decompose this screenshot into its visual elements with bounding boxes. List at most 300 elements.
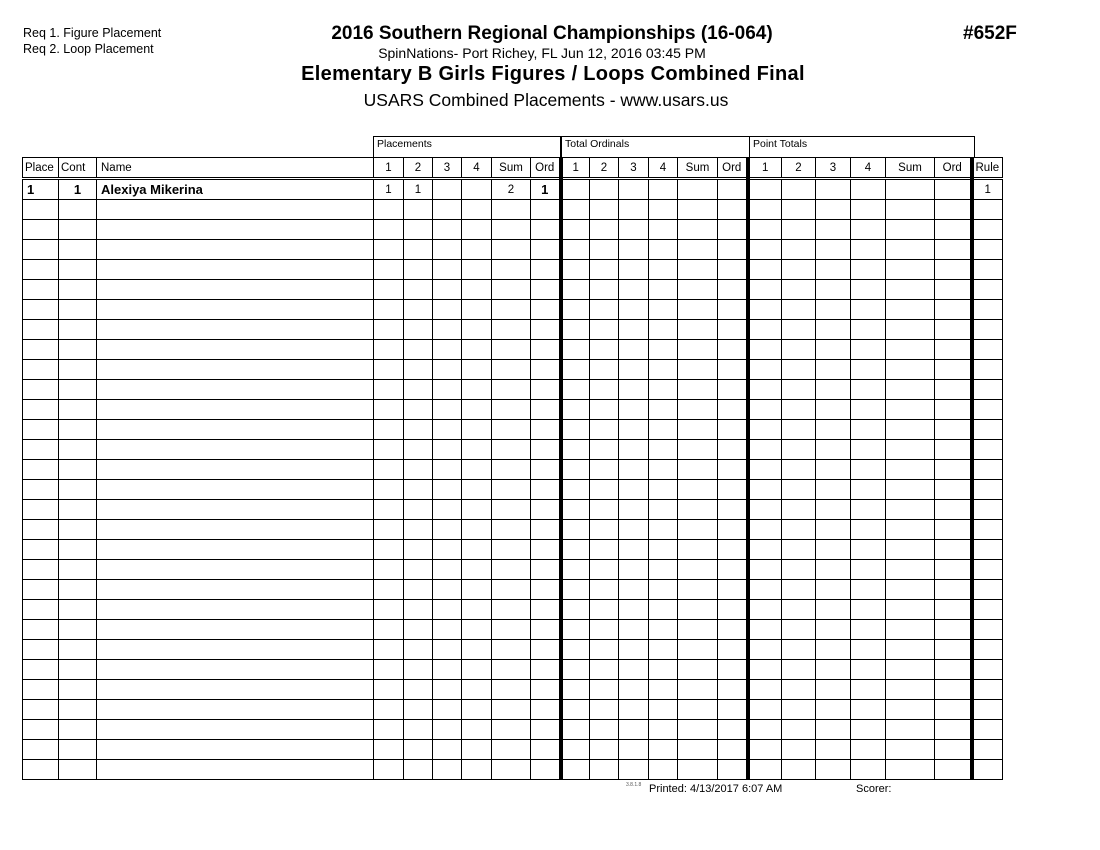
empty-cell xyxy=(886,220,935,240)
empty-cell xyxy=(97,680,374,700)
empty-cell xyxy=(782,520,816,540)
empty-cell xyxy=(404,640,433,660)
empty-cell xyxy=(718,620,748,640)
empty-cell xyxy=(59,340,97,360)
empty-cell xyxy=(590,540,619,560)
empty-cell xyxy=(748,220,782,240)
empty-cell xyxy=(374,260,404,280)
table-row-empty xyxy=(23,240,1003,260)
empty-cell xyxy=(678,360,718,380)
col-placement-2: 2 xyxy=(404,158,433,179)
empty-cell xyxy=(886,620,935,640)
table-row-empty xyxy=(23,300,1003,320)
empty-cell xyxy=(374,600,404,620)
empty-cell xyxy=(404,220,433,240)
empty-cell xyxy=(678,240,718,260)
empty-cell xyxy=(23,200,59,220)
empty-cell xyxy=(433,700,462,720)
empty-cell xyxy=(462,480,492,500)
empty-cell xyxy=(23,320,59,340)
report-subtitle: USARS Combined Placements - www.usars.us xyxy=(363,90,729,110)
empty-cell xyxy=(619,360,649,380)
empty-cell xyxy=(816,300,851,320)
empty-cell xyxy=(851,700,886,720)
empty-cell xyxy=(782,700,816,720)
printed-timestamp: Printed: 4/13/2017 6:07 AM xyxy=(649,783,783,795)
empty-cell xyxy=(748,620,782,640)
empty-cell xyxy=(886,440,935,460)
empty-cell xyxy=(97,320,374,340)
empty-cell xyxy=(59,720,97,740)
empty-cell xyxy=(748,200,782,220)
empty-cell xyxy=(433,420,462,440)
empty-cell xyxy=(649,240,678,260)
empty-cell xyxy=(531,500,561,520)
empty-cell xyxy=(433,240,462,260)
empty-cell xyxy=(886,640,935,660)
empty-cell xyxy=(561,400,590,420)
col-ordinal-1: 1 xyxy=(561,158,590,179)
empty-cell xyxy=(718,380,748,400)
empty-cell xyxy=(718,580,748,600)
col-points-ord: Ord xyxy=(935,158,972,179)
empty-cell xyxy=(649,200,678,220)
empty-cell xyxy=(782,560,816,580)
empty-cell xyxy=(492,500,531,520)
empty-cell xyxy=(935,540,972,560)
empty-cell xyxy=(492,740,531,760)
empty-cell xyxy=(97,460,374,480)
empty-cell xyxy=(404,480,433,500)
empty-cell xyxy=(404,280,433,300)
empty-cell xyxy=(718,280,748,300)
empty-cell xyxy=(816,460,851,480)
empty-cell xyxy=(59,660,97,680)
empty-cell xyxy=(492,480,531,500)
empty-cell xyxy=(492,320,531,340)
empty-cell xyxy=(678,520,718,540)
empty-cell xyxy=(404,620,433,640)
empty-cell xyxy=(782,280,816,300)
empty-cell xyxy=(561,280,590,300)
empty-cell xyxy=(23,480,59,500)
empty-cell xyxy=(851,460,886,480)
empty-cell xyxy=(782,440,816,460)
empty-cell xyxy=(816,620,851,640)
empty-cell xyxy=(972,440,1003,460)
empty-cell xyxy=(433,360,462,380)
empty-cell xyxy=(851,620,886,640)
empty-cell xyxy=(462,460,492,480)
empty-cell xyxy=(935,720,972,740)
empty-cell xyxy=(972,520,1003,540)
empty-cell xyxy=(748,520,782,540)
empty-cell xyxy=(718,560,748,580)
empty-cell xyxy=(851,520,886,540)
empty-cell xyxy=(492,640,531,660)
empty-cell xyxy=(492,400,531,420)
empty-cell xyxy=(782,400,816,420)
empty-cell xyxy=(935,440,972,460)
empty-cell xyxy=(718,320,748,340)
empty-cell xyxy=(649,560,678,580)
empty-cell xyxy=(718,700,748,720)
empty-cell xyxy=(816,640,851,660)
empty-cell xyxy=(619,340,649,360)
empty-cell xyxy=(935,740,972,760)
empty-cell xyxy=(748,680,782,700)
empty-cell xyxy=(972,500,1003,520)
empty-cell xyxy=(886,680,935,700)
empty-cell xyxy=(374,520,404,540)
empty-cell xyxy=(886,460,935,480)
empty-cell xyxy=(748,400,782,420)
empty-cell xyxy=(462,220,492,240)
col-placement-sum: Sum xyxy=(492,158,531,179)
empty-cell xyxy=(619,540,649,560)
empty-cell xyxy=(561,660,590,680)
column-header-row xyxy=(23,158,1003,179)
cont-cell: 1 xyxy=(59,179,97,200)
empty-cell xyxy=(492,620,531,640)
empty-cell xyxy=(972,200,1003,220)
table-row-empty xyxy=(23,340,1003,360)
empty-cell xyxy=(619,400,649,420)
empty-cell xyxy=(23,560,59,580)
empty-cell xyxy=(816,260,851,280)
empty-cell xyxy=(718,240,748,260)
empty-cell xyxy=(23,220,59,240)
ordinal-4-cell xyxy=(649,179,678,200)
col-ordinal-2: 2 xyxy=(590,158,619,179)
empty-cell xyxy=(462,400,492,420)
empty-cell xyxy=(97,740,374,760)
empty-cell xyxy=(851,680,886,700)
empty-cell xyxy=(972,360,1003,380)
empty-cell xyxy=(531,460,561,480)
empty-cell xyxy=(935,460,972,480)
empty-cell xyxy=(97,760,374,780)
empty-cell xyxy=(561,740,590,760)
event-number: #652F xyxy=(963,23,1017,44)
empty-cell xyxy=(718,640,748,660)
empty-cell xyxy=(462,620,492,640)
scorer-label: Scorer: xyxy=(856,783,892,795)
empty-cell xyxy=(590,720,619,740)
table-row-empty xyxy=(23,460,1003,480)
empty-cell xyxy=(748,440,782,460)
empty-cell xyxy=(404,560,433,580)
col-placement-4: 4 xyxy=(462,158,492,179)
empty-cell xyxy=(619,740,649,760)
empty-cell xyxy=(816,340,851,360)
empty-cell xyxy=(886,240,935,260)
empty-cell xyxy=(886,560,935,580)
empty-cell xyxy=(590,300,619,320)
empty-cell xyxy=(935,600,972,620)
empty-cell xyxy=(374,440,404,460)
empty-cell xyxy=(649,660,678,680)
empty-cell xyxy=(718,680,748,700)
empty-cell xyxy=(492,520,531,540)
empty-cell xyxy=(816,220,851,240)
empty-cell xyxy=(97,360,374,380)
empty-cell xyxy=(935,260,972,280)
empty-cell xyxy=(851,660,886,680)
empty-cell xyxy=(23,700,59,720)
empty-cell xyxy=(972,280,1003,300)
points-4-cell xyxy=(851,179,886,200)
empty-cell xyxy=(59,240,97,260)
empty-cell xyxy=(851,640,886,660)
empty-cell xyxy=(678,540,718,560)
empty-cell xyxy=(59,380,97,400)
table-row-empty xyxy=(23,220,1003,240)
empty-cell xyxy=(374,640,404,660)
empty-cell xyxy=(590,460,619,480)
empty-cell xyxy=(97,540,374,560)
empty-cell xyxy=(678,760,718,780)
empty-cell xyxy=(561,220,590,240)
empty-cell xyxy=(851,600,886,620)
empty-cell xyxy=(678,260,718,280)
empty-cell xyxy=(492,560,531,580)
empty-cell xyxy=(374,500,404,520)
empty-cell xyxy=(678,220,718,240)
empty-cell xyxy=(59,560,97,580)
empty-cell xyxy=(851,400,886,420)
empty-cell xyxy=(782,260,816,280)
empty-cell xyxy=(619,480,649,500)
empty-cell xyxy=(59,300,97,320)
points-sum-cell xyxy=(886,179,935,200)
points-2-cell xyxy=(782,179,816,200)
empty-cell xyxy=(492,720,531,740)
empty-cell xyxy=(748,300,782,320)
empty-cell xyxy=(59,460,97,480)
empty-cell xyxy=(649,500,678,520)
empty-cell xyxy=(935,240,972,260)
empty-cell xyxy=(649,600,678,620)
empty-cell xyxy=(404,660,433,680)
empty-cell xyxy=(433,640,462,660)
empty-cell xyxy=(433,220,462,240)
empty-cell xyxy=(561,420,590,440)
requirement-1: Req 1. Figure Placement xyxy=(23,26,162,40)
col-points-4: 4 xyxy=(851,158,886,179)
empty-cell xyxy=(678,380,718,400)
empty-cell xyxy=(404,360,433,380)
empty-cell xyxy=(649,680,678,700)
empty-cell xyxy=(886,400,935,420)
empty-cell xyxy=(886,420,935,440)
empty-cell xyxy=(748,420,782,440)
empty-cell xyxy=(462,680,492,700)
empty-cell xyxy=(748,600,782,620)
empty-cell xyxy=(531,420,561,440)
empty-cell xyxy=(531,740,561,760)
empty-cell xyxy=(23,580,59,600)
empty-cell xyxy=(748,760,782,780)
table-row-empty xyxy=(23,700,1003,720)
empty-cell xyxy=(619,760,649,780)
empty-cell xyxy=(678,600,718,620)
empty-cell xyxy=(590,520,619,540)
placement-sum-cell: 2 xyxy=(492,179,531,200)
group-header-placements: Placements xyxy=(373,136,561,157)
empty-cell xyxy=(97,580,374,600)
empty-cell xyxy=(718,540,748,560)
empty-cell xyxy=(816,480,851,500)
empty-cell xyxy=(972,580,1003,600)
empty-cell xyxy=(492,440,531,460)
empty-cell xyxy=(59,700,97,720)
empty-cell xyxy=(649,760,678,780)
empty-cell xyxy=(816,420,851,440)
empty-cell xyxy=(851,360,886,380)
empty-cell xyxy=(433,520,462,540)
empty-cell xyxy=(782,240,816,260)
empty-cell xyxy=(492,460,531,480)
group-header-point-totals: Point Totals xyxy=(749,136,975,157)
table-row-empty xyxy=(23,280,1003,300)
empty-cell xyxy=(935,360,972,380)
empty-cell xyxy=(97,620,374,640)
col-ordinal-4: 4 xyxy=(649,158,678,179)
empty-cell xyxy=(619,580,649,600)
empty-cell xyxy=(531,760,561,780)
empty-cell xyxy=(816,660,851,680)
empty-cell xyxy=(97,640,374,660)
table-row-empty xyxy=(23,440,1003,460)
empty-cell xyxy=(59,500,97,520)
empty-cell xyxy=(404,320,433,340)
empty-cell xyxy=(404,300,433,320)
empty-cell xyxy=(433,600,462,620)
empty-cell xyxy=(59,740,97,760)
empty-cell xyxy=(816,520,851,540)
empty-cell xyxy=(972,660,1003,680)
empty-cell xyxy=(782,680,816,700)
empty-cell xyxy=(97,560,374,580)
empty-cell xyxy=(972,300,1003,320)
empty-cell xyxy=(374,420,404,440)
empty-cell xyxy=(492,340,531,360)
empty-cell xyxy=(649,540,678,560)
empty-cell xyxy=(462,320,492,340)
empty-cell xyxy=(462,540,492,560)
empty-cell xyxy=(972,400,1003,420)
empty-cell xyxy=(433,760,462,780)
empty-cell xyxy=(816,680,851,700)
empty-cell xyxy=(492,380,531,400)
empty-cell xyxy=(678,200,718,220)
empty-cell xyxy=(748,720,782,740)
empty-cell xyxy=(619,460,649,480)
empty-cell xyxy=(97,600,374,620)
empty-cell xyxy=(935,280,972,300)
empty-cell xyxy=(619,440,649,460)
empty-cell xyxy=(23,640,59,660)
empty-cell xyxy=(462,240,492,260)
empty-cell xyxy=(649,280,678,300)
empty-cell xyxy=(374,280,404,300)
empty-cell xyxy=(462,260,492,280)
empty-cell xyxy=(561,320,590,340)
col-points-2: 2 xyxy=(782,158,816,179)
empty-cell xyxy=(561,440,590,460)
empty-cell xyxy=(748,460,782,480)
empty-cell xyxy=(23,720,59,740)
empty-cell xyxy=(492,660,531,680)
empty-cell xyxy=(678,320,718,340)
empty-cell xyxy=(23,500,59,520)
empty-cell xyxy=(851,320,886,340)
empty-cell xyxy=(59,200,97,220)
empty-cell xyxy=(59,260,97,280)
empty-cell xyxy=(462,560,492,580)
empty-cell xyxy=(561,260,590,280)
empty-cell xyxy=(374,480,404,500)
empty-cell xyxy=(374,700,404,720)
ordinal-sum-cell xyxy=(678,179,718,200)
empty-cell xyxy=(816,440,851,460)
empty-cell xyxy=(492,200,531,220)
empty-cell xyxy=(935,680,972,700)
empty-cell xyxy=(649,460,678,480)
empty-cell xyxy=(886,580,935,600)
empty-cell xyxy=(23,440,59,460)
empty-cell xyxy=(531,200,561,220)
empty-cell xyxy=(782,360,816,380)
empty-cell xyxy=(59,540,97,560)
empty-cell xyxy=(561,500,590,520)
empty-cell xyxy=(748,340,782,360)
empty-cell xyxy=(561,380,590,400)
empty-cell xyxy=(748,320,782,340)
requirement-2: Req 2. Loop Placement xyxy=(23,42,154,56)
empty-cell xyxy=(619,660,649,680)
empty-cell xyxy=(748,580,782,600)
empty-cell xyxy=(374,620,404,640)
placement-3-cell xyxy=(433,179,462,200)
table-row-empty xyxy=(23,600,1003,620)
empty-cell xyxy=(97,520,374,540)
empty-cell xyxy=(462,500,492,520)
empty-cell xyxy=(649,360,678,380)
empty-cell xyxy=(816,500,851,520)
empty-cell xyxy=(97,220,374,240)
empty-cell xyxy=(374,360,404,380)
col-points-3: 3 xyxy=(816,158,851,179)
col-rule: Rule xyxy=(972,158,1003,179)
empty-cell xyxy=(433,440,462,460)
empty-cell xyxy=(748,540,782,560)
empty-cell xyxy=(404,240,433,260)
empty-cell xyxy=(23,280,59,300)
empty-cell xyxy=(851,740,886,760)
empty-cell xyxy=(886,200,935,220)
empty-cell xyxy=(678,740,718,760)
empty-cell xyxy=(851,540,886,560)
empty-cell xyxy=(649,420,678,440)
table-row-empty xyxy=(23,640,1003,660)
empty-cell xyxy=(23,400,59,420)
empty-cell xyxy=(23,420,59,440)
empty-cell xyxy=(531,560,561,580)
empty-cell xyxy=(886,760,935,780)
empty-cell xyxy=(59,580,97,600)
